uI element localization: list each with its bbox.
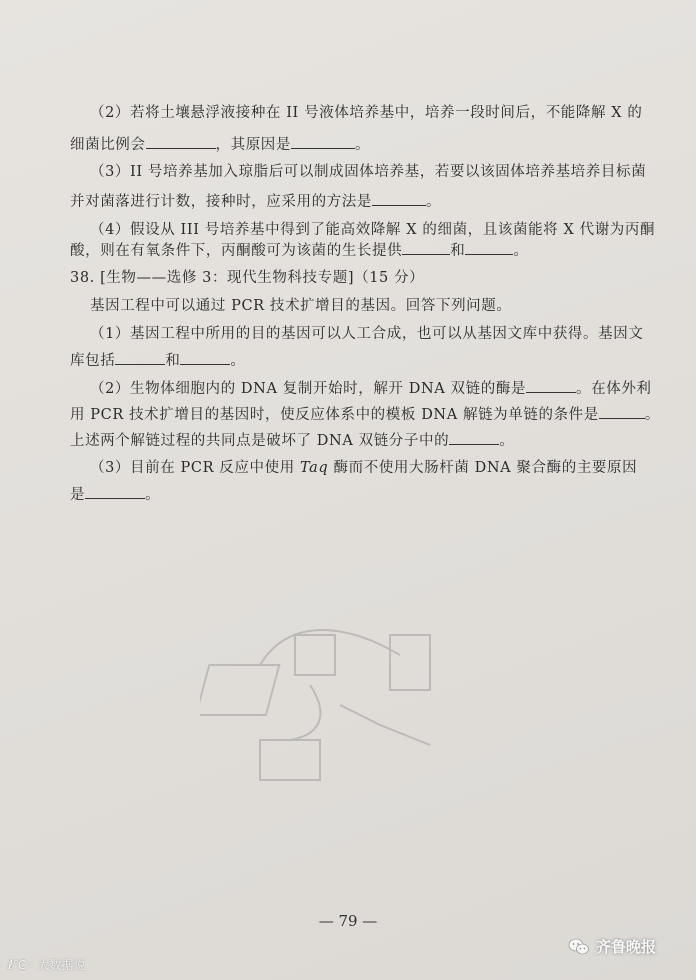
text-line-4: 并对菌落进行计数，接种时，应采用的方法是 。 (70, 191, 590, 212)
question-38-heading: 38. [生物——选修 3：现代生物科技专题]（15 分） (70, 270, 425, 286)
text-line-15: 是 。 (70, 484, 590, 505)
text-line-5: （4）假设从 III 号培养基中得到了能高效降解 X 的细菌，且该菌能将 X 代谢为丙酮 (90, 222, 656, 238)
answer-blank (599, 404, 645, 419)
answer-blank (465, 240, 513, 255)
text-line-8: 基因工程中可以通过 PCR 技术扩增目的基因。回答下列问题。 (90, 298, 512, 314)
bleed-through-figure (200, 625, 460, 795)
text-line-9: （1）基因工程中所用的目的基因可以人工合成，也可以从基因文库中获得。基因文 (90, 326, 644, 342)
answer-blank (115, 350, 165, 365)
text-line-6: 酸，则在有氧条件下，丙酮酸可为该菌的生长提供 和 。 (70, 240, 590, 261)
answer-blank (526, 378, 576, 393)
text-line-10: 库包括 和 。 (70, 350, 590, 371)
wechat-icon (568, 937, 590, 957)
text-line-13: 上述两个解链过程的共同点是破坏了 DNA 双链分子中的 。 (70, 430, 590, 451)
text-line-11: （2）生物体细胞内的 DNA 复制开始时，解开 DNA 双链的酶是 。在体外利 (90, 378, 610, 399)
answer-blank (85, 484, 145, 499)
watermark-right: 齐鲁晚报 (568, 936, 656, 957)
answer-blank (372, 191, 426, 206)
answer-blank (291, 134, 355, 149)
answer-blank (402, 240, 450, 255)
answer-blank (146, 134, 216, 149)
watermark-logo-icon: ℓ℃◦ (8, 958, 34, 972)
text-line-12: 用 PCR 技术扩增目的基因时，使反应体系中的模板 DNA 解链为单链的条件是 。 (70, 404, 590, 425)
answer-blank (449, 430, 499, 445)
text-line-14: （3）目前在 PCR 反应中使用 Taq 酶而不使用大肠杆菌 DNA 聚合酶的主要原因 (90, 460, 638, 476)
page-number: — 79 — (318, 912, 378, 930)
text-line-1: （2）若将土壤悬浮液接种在 II 号液体培养基中，培养一段时间后，不能降解 X 的 (90, 105, 643, 121)
answer-blank (180, 350, 230, 365)
watermark-left: ℓ℃◦ 大数据说 (8, 958, 86, 972)
text-line-3: （3）II 号培养基加入琼脂后可以制成固体培养基，若要以该固体培养基培养目标菌 (90, 164, 647, 180)
text-line-2: 细菌比例会 ，其原因是 。 (70, 134, 590, 155)
